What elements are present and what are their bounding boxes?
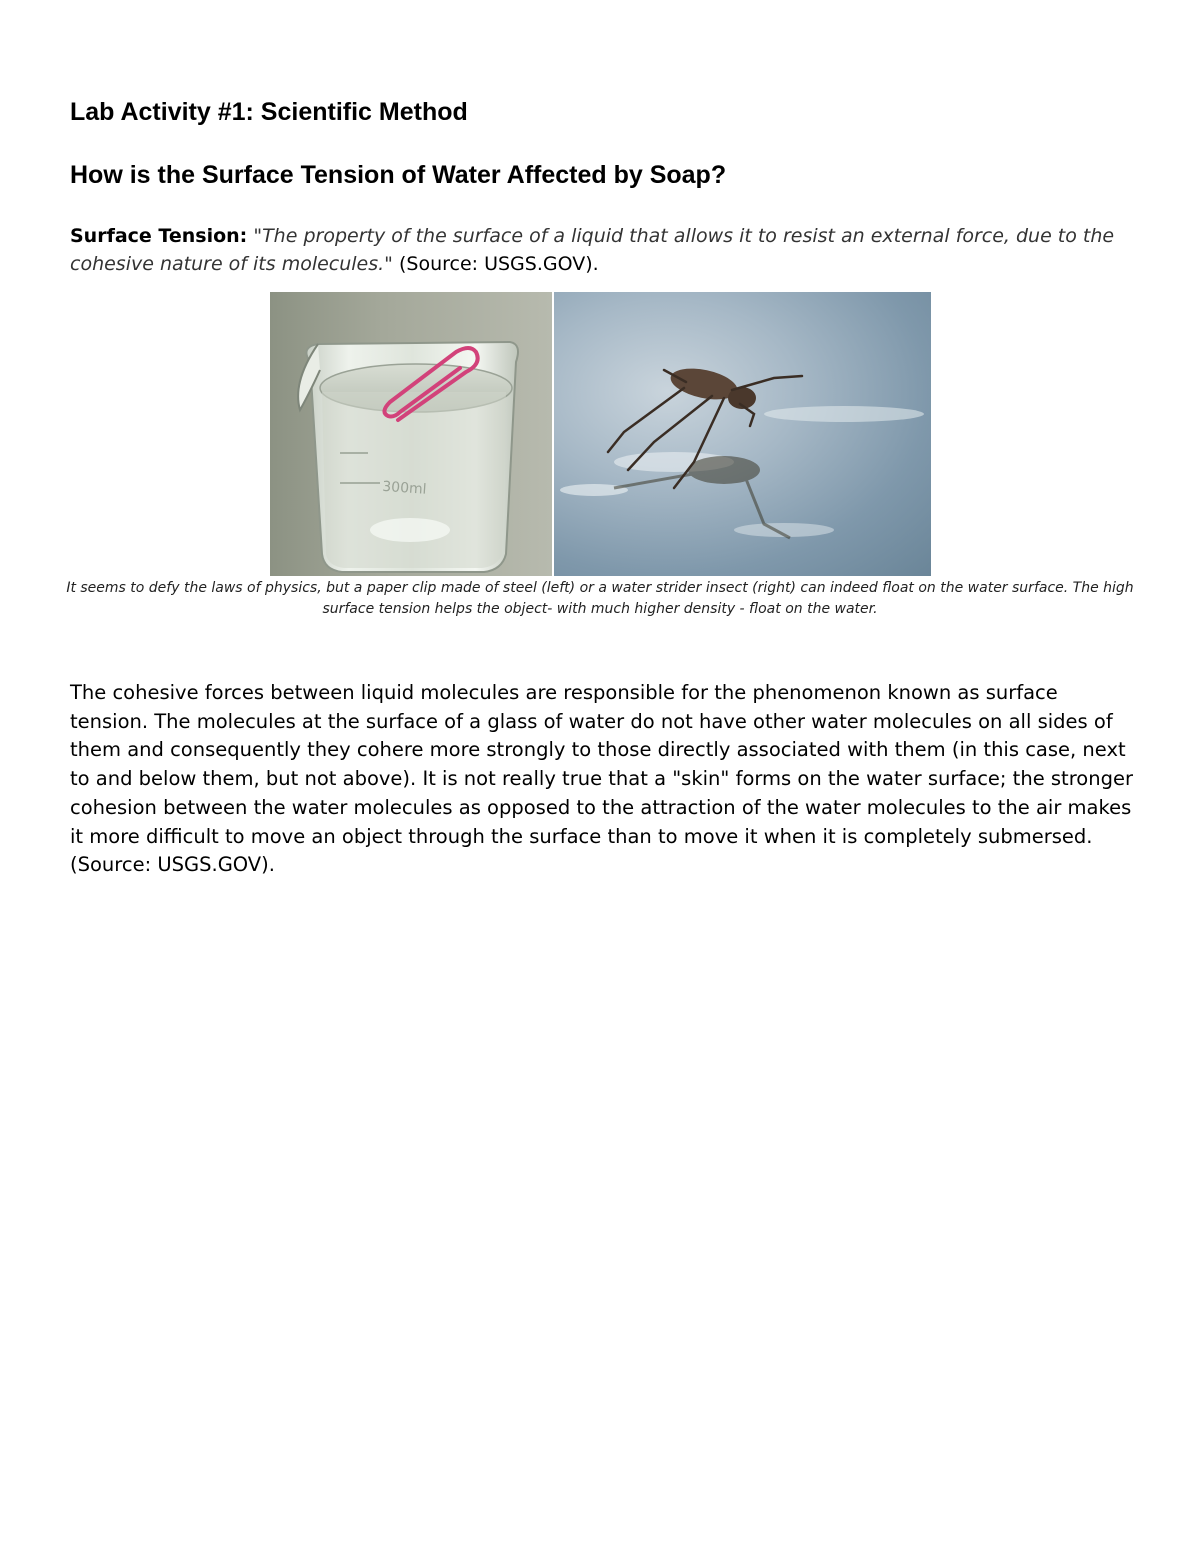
definition-paragraph (70, 222, 1130, 278)
definition-source: (Source: USGS.GOV). (398, 253, 599, 275)
water-strider-photo (554, 292, 931, 576)
figure (270, 292, 931, 576)
body-paragraph: The cohesive forces between liquid molecules are responsible for the phenomenon known as surface tension. The molecules at the surface of a glass of water do not have other water molecules on all sides of them and consequently they cohere more strongly to those directly associated with them (in this case, next to and below them, but not above). It is not really true that a "skin" forms on the water surface; the stronger cohesion between the water molecules as opposed to the attraction of the water molecules to the air makes it more difficult to move an object through the surface than to move it when it is completely submersed. (Source: USGS.GOV). (70, 681, 1133, 877)
svg-text:300ml: 300ml (381, 478, 428, 498)
definition-term: Surface Tension: (70, 225, 248, 247)
document-title: Lab Activity #1: Scientific Method (70, 98, 468, 126)
figure-caption: It seems to defy the laws of physics, but a paper clip made of steel (left) or a water strider insect (right) can indeed float on the water surface. The high surface tension helps the object- with much higher density - float on the water. (66, 580, 1134, 617)
definition-quote: "The property of the surface of a liquid that allows it to resist an external force, due to the cohesive nature of its molecules." (70, 225, 1115, 275)
document-subtitle: How is the Surface Tension of Water Affected by Soap? (70, 161, 727, 189)
paper-clip-beaker-photo (270, 292, 552, 576)
